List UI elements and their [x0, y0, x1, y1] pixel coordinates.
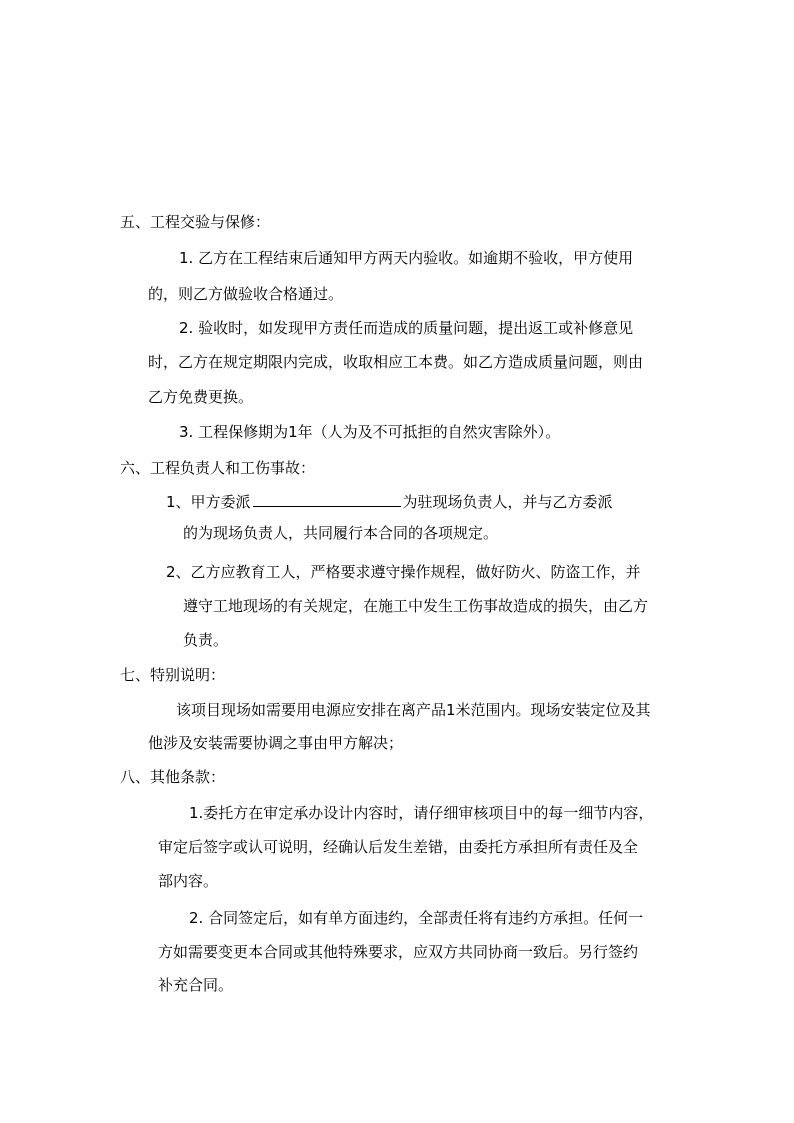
s6-item1-line1	[166, 491, 613, 512]
s8-item2-line3: 补充合同。	[158, 976, 234, 994]
s5-item2-line3: 乙方免费更换。	[148, 388, 254, 406]
s5-item1-line2: 的，则乙方做验收合格通过。	[148, 285, 344, 303]
s8-item2-line1: 2. 合同签定后，如有单方面违约，全部责任将有违约方承担。任何一	[189, 909, 644, 927]
s8-item2-line2: 方如需要变更本合同或其他特殊要求，应双方共同协商一致后。另行签约	[158, 943, 639, 961]
section-7-heading: 七、特别说明：	[120, 666, 226, 684]
s6-item1-suffix: 为驻现场负责人，并与乙方委派	[402, 493, 613, 511]
section-6-heading: 六、工程负责人和工伤事故：	[120, 459, 316, 477]
s6-item2-line2: 遵守工地现场的有关规定，在施工中发生工伤事故造成的损失，由乙方	[183, 597, 649, 615]
s8-item1-line2: 审定后签字或认可说明，经确认后发生差错，由委托方承担所有责任及全	[158, 838, 639, 856]
s8-item1-line3: 部内容。	[158, 872, 219, 890]
s5-item2-line2: 时，乙方在规定期限内完成，收取相应工本费。如乙方造成质量问题，则由	[148, 353, 644, 371]
s6-item1-line2: 的为现场负责人，共同履行本合同的各项规定。	[183, 524, 499, 542]
s5-item3: 3. 工程保修期为1年（人为及不可抵拒的自然灾害除外）。	[179, 423, 561, 441]
signature-blank-line	[253, 491, 401, 507]
s5-item1-line1: 1. 乙方在工程结束后通知甲方两天内验收。如逾期不验收，甲方使用	[179, 249, 634, 267]
s6-item1-prefix: 1、甲方委派	[166, 493, 251, 511]
section-5-heading: 五、工程交验与保修：	[120, 213, 271, 231]
s7-para-line2: 他涉及安装需要协调之事由甲方解决；	[148, 734, 404, 752]
s6-item2-line1: 2、乙方应教育工人，严格要求遵守操作规程，做好防火、防盗工作，并	[166, 563, 641, 581]
s8-item1-line1: 1.委托方在审定承办设计内容时，请仔细审核项目中的每一细节内容，	[189, 804, 654, 822]
s7-para-line1: 该项目现场如需要用电源应安排在离产品1米范围内。现场安装定位及其	[176, 701, 651, 719]
s6-item2-line3: 负责。	[183, 631, 229, 649]
s5-item2-line1: 2. 验收时，如发现甲方责任而造成的质量问题，提出返工或补修意见	[179, 319, 634, 337]
section-8-heading: 八、其他条款：	[120, 768, 226, 786]
